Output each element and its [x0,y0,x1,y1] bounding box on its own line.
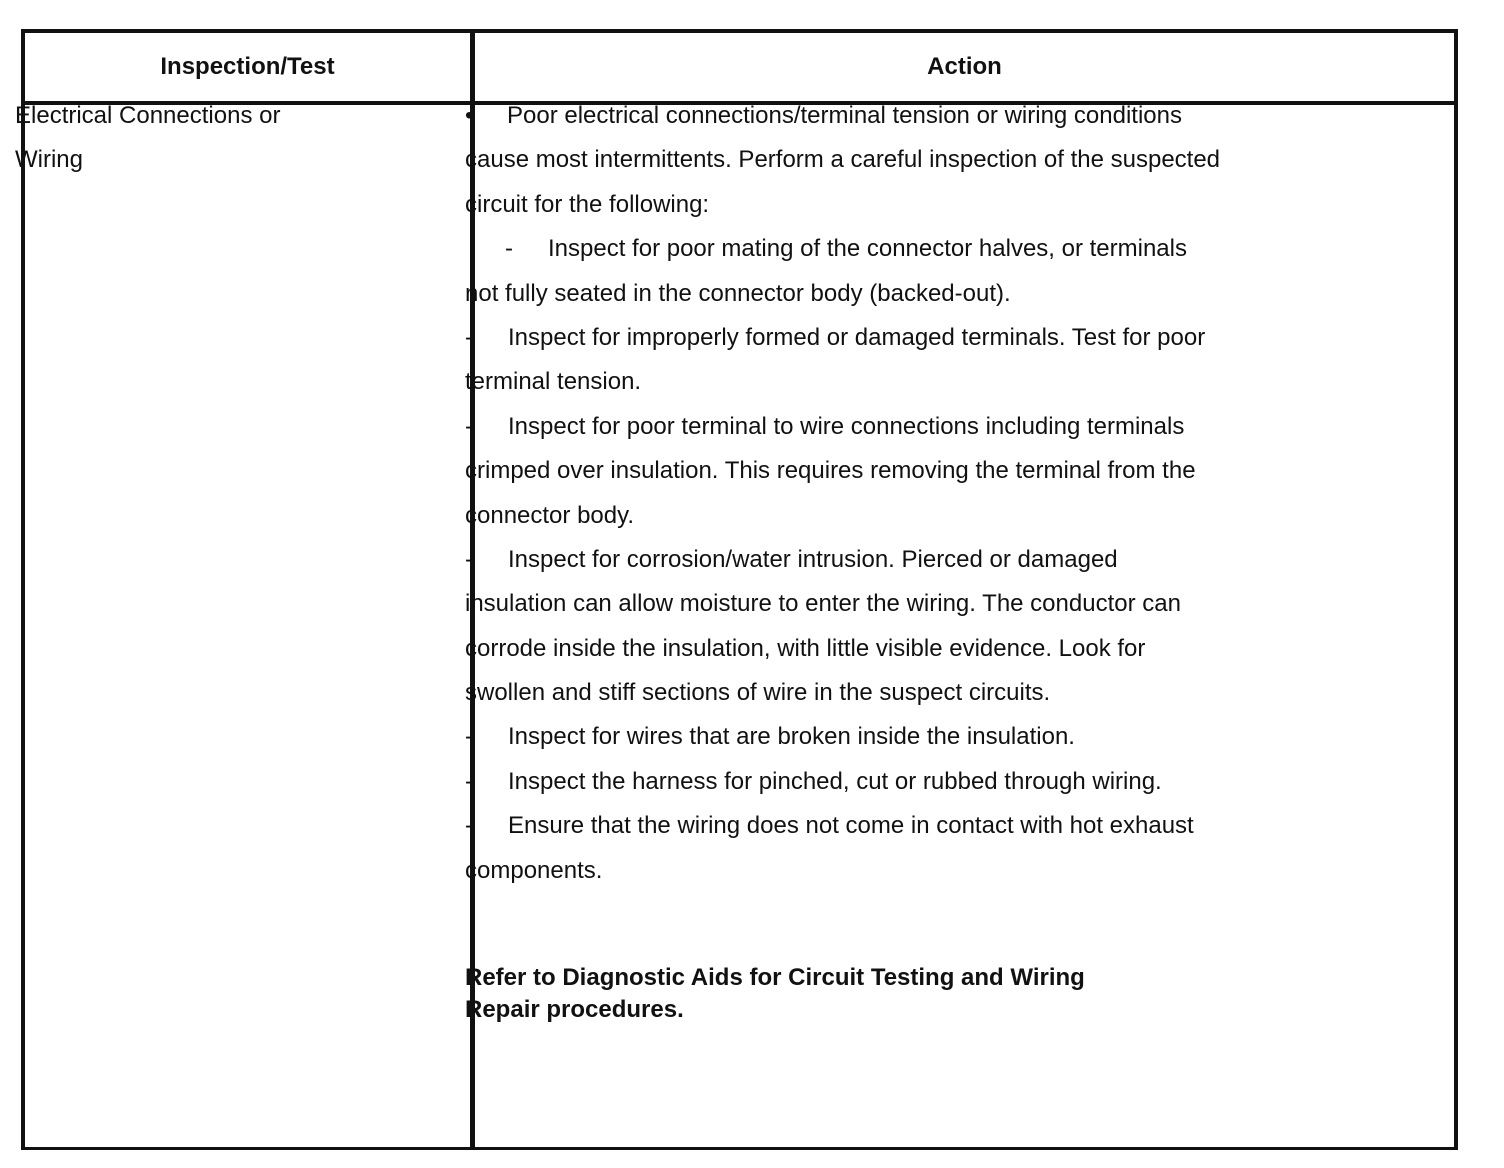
sub-item-line: insulation can allow moisture to enter the wiring. The conductor can [465,590,1181,618]
sub-item-line [465,715,1385,759]
bullet-marker: • [465,102,474,129]
sub-item-line: corrode inside the insulation, with little visible evidence. Look for [465,634,1146,662]
inspection-text-line: Electrical Connections or [15,102,281,129]
refer-line: Refer to Diagnostic Aids for Circuit Testing and Wiring [465,964,1085,991]
sub-item-line [465,538,1385,582]
intro-line: cause most intermittents. Perform a careful inspection of the suspected [465,146,1221,174]
intro-text: Poor electrical connections/terminal tension or wiring conditions [507,102,1182,129]
sub-item-text: Inspect for wires that are broken inside the insulation. [508,723,1075,751]
header-action: Action [927,53,1002,80]
refer-note [465,962,1365,1026]
dash-marker: - [465,723,473,751]
dash-marker: - [465,545,473,573]
sub-item-line [465,405,1385,449]
dash-marker: - [465,812,473,840]
sub-item-text: Ensure that the wiring does not come in contact with hot exhaust [508,812,1194,840]
intro-line: circuit for the following: [465,190,710,218]
sub-item-line [465,760,1385,804]
intro-line [465,94,1385,138]
inspection-text-line: Wiring [15,146,84,173]
sub-item-line [465,804,1385,848]
inspection-cell [15,94,415,182]
sub-item-line [465,227,1385,271]
sub-item-line [465,316,1385,360]
sub-item-text: Inspect the harness for pinched, cut or rubbed through wiring. [508,767,1162,795]
sub-item-line: not fully seated in the connector body (backed-out). [465,279,1011,307]
sub-item-line: components. [465,856,603,884]
header-inspection-test: Inspection/Test [160,53,335,80]
sub-item-text: Inspect for poor terminal to wire connections including terminals [508,412,1185,440]
sub-item-line: swollen and stiff sections of wire in the suspect circuits. [465,679,1051,707]
sub-item-text: Inspect for poor mating of the connector halves, or terminals [548,235,1187,263]
dash-marker: - [465,323,473,351]
sub-item-line: terminal tension. [465,368,642,396]
action-cell [465,94,1385,893]
sub-item-line: connector body. [465,501,634,529]
dash-marker: - [505,235,513,263]
refer-line: Repair procedures. [465,996,684,1023]
dash-marker: - [465,767,473,795]
sub-item-text: Inspect for improperly formed or damaged terminals. Test for poor [508,323,1206,351]
sub-item-text: Inspect for corrosion/water intrusion. Pierced or damaged [508,545,1118,573]
sub-item-line: crimped over insulation. This requires removing the terminal from the [465,457,1196,485]
dash-marker: - [465,412,473,440]
